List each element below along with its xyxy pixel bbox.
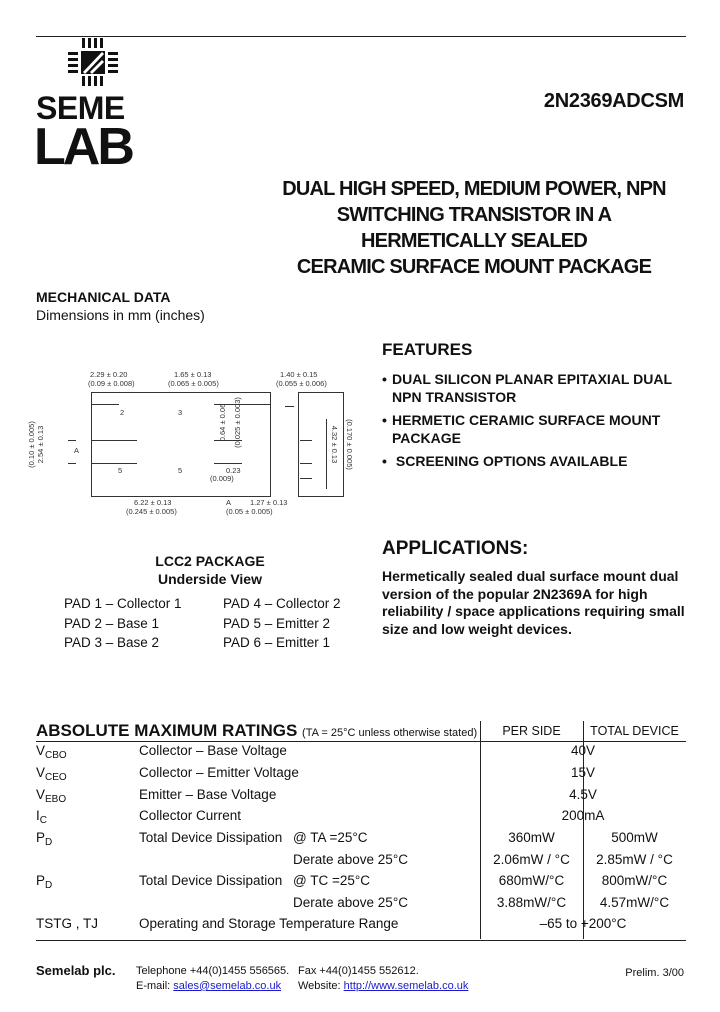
package-subtitle: Underside View: [157, 571, 262, 587]
ratings-condition: (TA = 25°C unless otherwise stated): [302, 727, 478, 739]
pad-number-label: 5: [178, 466, 183, 475]
rating-value: 40V: [570, 743, 596, 758]
rating-symbol: $P_D$: [36, 873, 53, 891]
rating-per-side: 680mW/°C: [498, 873, 565, 888]
website-label: Website:: [298, 980, 341, 992]
dimension-text: (0.055 ± 0.006): [276, 379, 327, 388]
applications-section: [382, 538, 702, 638]
rating-row: [0, 808, 720, 829]
rating-condition: Derate above 25°C: [293, 852, 408, 867]
logo-text-lab: LAB: [34, 118, 132, 176]
telephone: Telephone +44(0)1455 556565.: [136, 965, 290, 977]
email-label: E-mail:: [136, 980, 171, 992]
pad-item: PAD 4 – Collector 2: [223, 596, 341, 611]
dimension-text: 6.22 ± 0.13: [134, 498, 172, 507]
pad-number-label: 2: [120, 408, 125, 417]
rating-value: 15V: [570, 765, 596, 780]
website-line: [298, 980, 468, 992]
dimension-text: 2.29 ± 0.20: [90, 370, 128, 379]
rating-row: [0, 916, 720, 937]
package-drawing: [26, 368, 370, 518]
title-line: SWITCHING TRANSISTOR IN A: [336, 204, 612, 226]
rating-symbol: $P_D$: [36, 830, 53, 848]
bullet-icon: •: [382, 453, 387, 469]
dimension-text: (0.170 ± 0.005): [344, 419, 354, 470]
col-total-device: TOTAL DEVICE: [590, 724, 679, 738]
rating-total: 4.57mW/°C: [599, 895, 670, 910]
dimension-text: 4.32 ± 0.13: [330, 425, 340, 464]
applications-heading: APPLICATIONS:: [382, 538, 529, 559]
feature-text: HERMETIC CERAMIC SURFACE MOUNT PACKAGE: [392, 412, 661, 446]
dimension-text: 0.23: [226, 466, 241, 475]
prelim-note: Prelim. 3/00: [625, 967, 684, 979]
bullet-icon: •: [382, 412, 387, 428]
dimension-text: (0.05 ± 0.005): [226, 507, 273, 516]
rating-description: Total Device Dissipation: [139, 830, 283, 845]
rating-symbol: $V_{CEO}$: [36, 765, 67, 783]
rating-value: –65 to +200°C: [539, 916, 627, 931]
website-link[interactable]: http://www.semelab.co.uk: [343, 980, 469, 992]
package-title: LCC2 PACKAGE: [155, 553, 265, 569]
dimension-text: (0.245 ± 0.005): [126, 507, 177, 516]
rating-condition: @ TC =25°C: [293, 873, 371, 888]
dimension-text: (0.009): [210, 474, 234, 483]
pad-item: PAD 1 – Collector 1: [64, 596, 182, 611]
company-name: Semelab plc.: [36, 963, 116, 978]
rating-row: [0, 852, 720, 873]
rating-symbol: $V_{CBO}$: [36, 743, 67, 761]
rating-row: [0, 787, 720, 808]
semelab-logo: [34, 36, 156, 176]
rating-total: 2.85mW / °C: [596, 852, 673, 867]
rating-description: Total Device Dissipation: [139, 873, 283, 888]
feature-text: SCREENING OPTIONS AVAILABLE: [392, 453, 628, 469]
dimensions-note: Dimensions in mm (inches): [36, 307, 205, 323]
mechanical-data-heading: MECHANICAL DATA: [36, 289, 171, 305]
dimension-text: (0.09 ± 0.008): [88, 379, 135, 388]
rating-condition: @ TA =25°C: [293, 830, 368, 845]
ratings-rule: [36, 741, 686, 742]
rating-per-side: 3.88mW/°C: [496, 895, 567, 910]
applications-text: Hermetically sealed dual surface mount dual version of the popular 2N2369A for high reliability / space applications requiring small size and low weight devices.: [382, 568, 685, 637]
rating-total: 800mW/°C: [601, 873, 668, 888]
dimension-text: 1.40 ± 0.15: [280, 370, 318, 379]
feature-item: [382, 411, 702, 447]
features-heading: FEATURES: [382, 340, 473, 359]
email-line: [136, 980, 281, 992]
rating-description: Collector – Base Voltage: [139, 743, 287, 758]
rating-value: 200mA: [561, 808, 605, 823]
dimension-text: 0.64 ± 0.06: [218, 403, 228, 442]
ratings-header: [36, 721, 686, 741]
rating-symbol: TSTG , TJ: [36, 916, 99, 931]
dimension-label-a: A: [74, 446, 80, 455]
dimension-text: (0.10 ± 0.005): [26, 421, 36, 468]
pad-number-label: 3: [178, 408, 183, 417]
fax: Fax +44(0)1455 552612.: [298, 965, 419, 977]
title-line: DUAL HIGH SPEED, MEDIUM POWER, NPN: [282, 178, 666, 200]
pad-item: PAD 6 – Emitter 1: [223, 635, 331, 650]
dimension-text: 1.65 ± 0.13: [174, 370, 212, 379]
dimension-label-a: A: [226, 498, 232, 507]
dimension-text: 1.27 ± 0.13: [250, 498, 288, 507]
dimension-text: (0.065 ± 0.005): [168, 379, 219, 388]
title-line: HERMETICALLY SEALED: [361, 230, 587, 252]
pad-item: PAD 5 – Emitter 2: [223, 615, 331, 631]
pad-number-label: 5: [118, 466, 123, 475]
dimension-text: 2.54 ± 0.13: [36, 425, 46, 464]
features-section: [382, 340, 702, 475]
title-line: CERAMIC SURFACE MOUNT PACKAGE: [296, 256, 652, 278]
rating-symbol: $I_C$: [36, 808, 47, 826]
part-number: 2N2369ADCSM: [543, 90, 684, 112]
rating-row: [0, 873, 720, 894]
rating-description: Collector – Emitter Voltage: [139, 765, 299, 780]
dimension-text: (0.025 ± 0.003): [232, 397, 242, 448]
logo-text-seme: SEME: [36, 90, 125, 126]
feature-item: [382, 452, 702, 470]
package-caption: [110, 552, 310, 588]
logo-mark: [66, 38, 122, 86]
rating-per-side: 2.06mW / °C: [493, 852, 570, 867]
feature-text: DUAL SILICON PLANAR EPITAXIAL DUAL NPN TRANSISTOR: [392, 371, 672, 405]
pad-item: PAD 2 – Base 1: [64, 615, 160, 631]
rating-row: [0, 743, 720, 764]
bullet-icon: •: [382, 371, 387, 387]
rating-total: 500mW: [611, 830, 658, 845]
rating-condition: Derate above 25°C: [293, 895, 408, 910]
rating-row: [0, 895, 720, 916]
pad-item: PAD 3 – Base 2: [64, 635, 160, 650]
bottom-rule: [36, 940, 686, 941]
email-link[interactable]: sales@semelab.co.uk: [173, 980, 282, 992]
feature-item: [382, 370, 702, 406]
rating-description: Operating and Storage Temperature Range: [139, 916, 399, 931]
rating-description: Emitter – Base Voltage: [139, 787, 277, 802]
rating-row: [0, 765, 720, 786]
rating-symbol: $V_{EBO}$: [36, 787, 67, 805]
rating-value: 4.5V: [569, 787, 597, 802]
col-per-side: PER SIDE: [502, 724, 561, 738]
rating-description: Collector Current: [139, 808, 242, 823]
rating-row: [0, 830, 720, 851]
rating-per-side: 360mW: [508, 830, 555, 845]
document-title: [240, 176, 708, 280]
ratings-heading: ABSOLUTE MAXIMUM RATINGS: [36, 721, 298, 740]
